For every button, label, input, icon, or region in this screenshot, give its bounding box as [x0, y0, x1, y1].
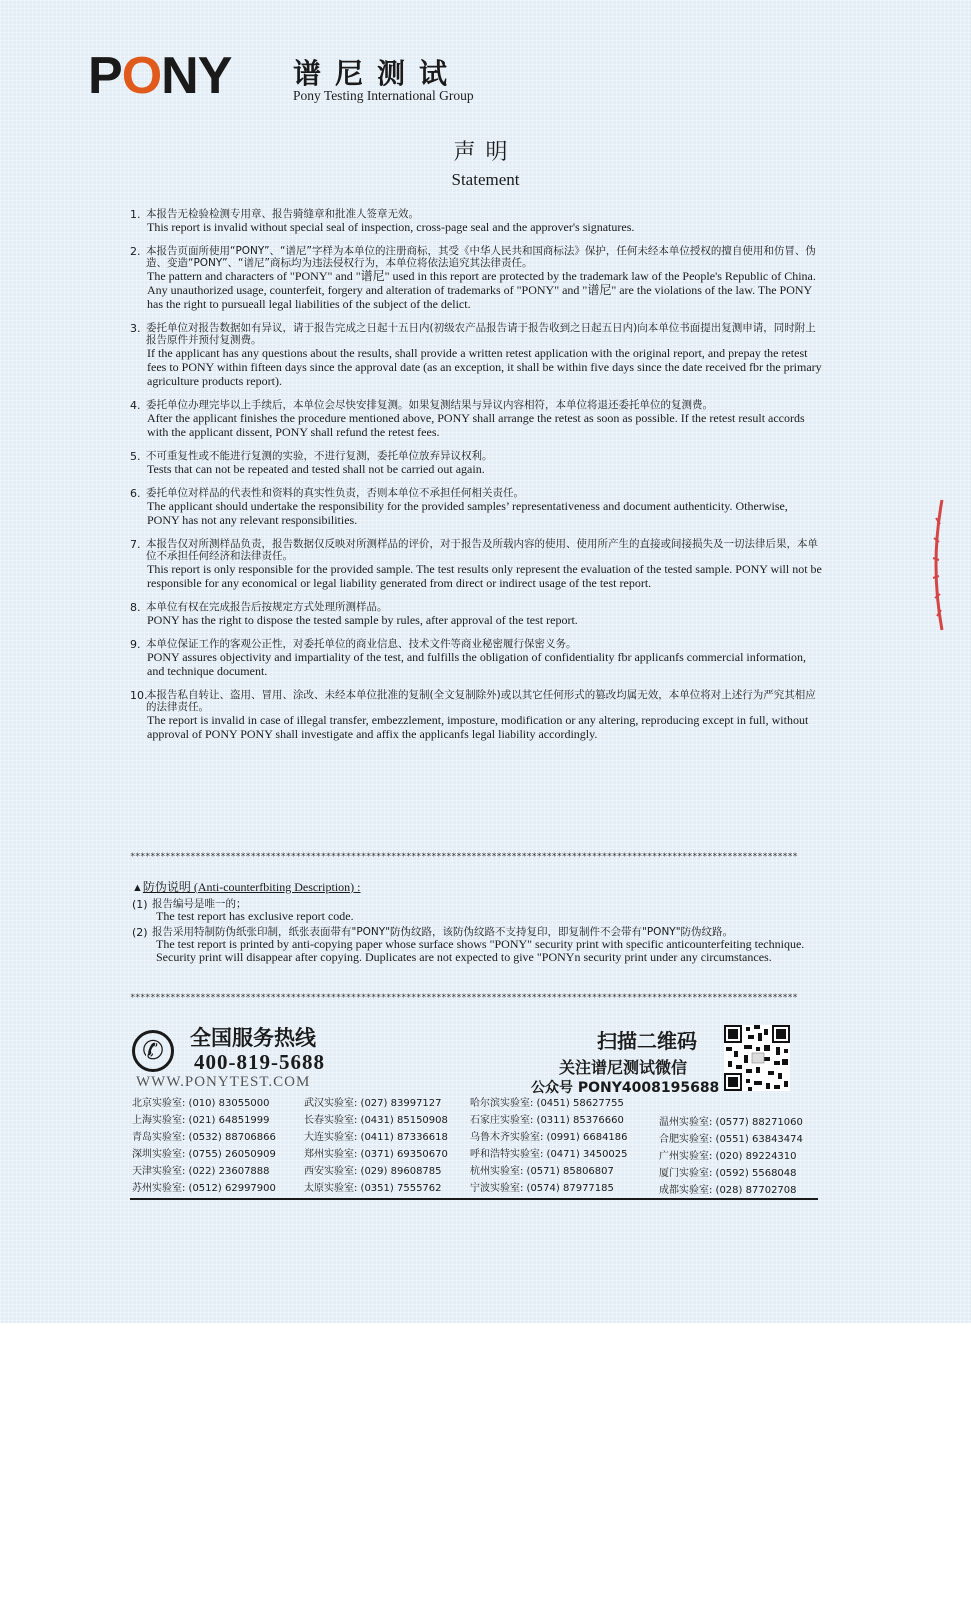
hotline-label: 全国服务热线	[190, 1026, 316, 1050]
lab-entry: 石家庄实验室: (0311) 85376660	[470, 1115, 624, 1126]
qr-code-icon	[724, 1025, 790, 1091]
title-cn: 声明	[453, 140, 518, 165]
lab-entry: 宁波实验室: (0574) 87977185	[470, 1183, 614, 1194]
lab-entry: 北京实验室: (010) 83055000	[132, 1098, 270, 1109]
seal-stamp-fragment	[926, 498, 944, 632]
lab-entry: 杭州实验室: (0571) 85806807	[470, 1166, 614, 1177]
statement-item: 2. 本报告页面所使用“PONY”、“谱尼”字样为本单位的注册商标，其受《中华人民共和国商标法》保护，任何未经本单位授权的擅自使用和仿冒、伪造、变造“PONY”、“谱尼”商标均为违法侵权行为，本单位将依法追究其法律责任。 The pattern and characters of "PONY" and "谱尼" used in this report are protected by the trademark law of the People's Republic of China. Any unauthorized usage, counterfeit, forgery and alteration of trademarks of "PONY" and "谱尼" are the violations of the law. The PONY has the right to pursueall legal liabilities of the subject of the delict.	[130, 245, 816, 311]
phone-handset-icon: ✆	[132, 1030, 174, 1072]
qr-account: 公众号 PONY4008195688	[531, 1080, 720, 1096]
statement-item: 10. 本报告私自转让、盗用、冒用、涂改、未经本单位批准的复制(全文复制除外)或以其它任何形式的篡改均属无效，本单位将对上述行为严究其相应的法律责任。 The report is invalid in case of illegal transfer, embezzlement, imposture, modification or any altering, reproducing except in full, without approval of PONY PONY shall investigate and affix the applicanfs legal liability accordingly.	[130, 689, 816, 741]
lab-entry: 呼和浩特实验室: (0471) 3450025	[470, 1149, 628, 1160]
lab-directory	[130, 1096, 818, 1200]
lab-entry: 深圳实验室: (0755) 26050909	[132, 1149, 276, 1160]
lab-entry: 郑州实验室: (0371) 69350670	[304, 1149, 448, 1160]
lab-entry: 青岛实验室: (0532) 88706866	[132, 1132, 276, 1143]
lab-entry: 武汉实验室: (027) 83997127	[304, 1098, 442, 1109]
statement-item: 7. 本报告仅对所测样品负责，报告数据仅反映对所测样品的评价，对于报告及所载内容的使用、使用所产生的直接或间接损失及一切法律后果，本单位不承担任何经济和法律责任。 This report is only responsible for the provided sample. The test results only represent the evaluation of the tested sample. PONY will not be responsible for any economical or legal liability generated from direct or indirect usage of the test report.	[130, 538, 822, 590]
separator-bottom: *************************************************************************************************************************************	[130, 993, 798, 1003]
statement-list	[132, 208, 822, 752]
statement-item: 1. 本报告无检验检测专用章、报告骑缝章和批准人签章无效。 This report is invalid without special seal of inspection, cross-page seal and the approver's signatures.	[130, 208, 635, 234]
hotline-number: 400-819-5688	[194, 1050, 325, 1074]
lab-entry: 乌鲁木齐实验室: (0991) 6684186	[470, 1132, 628, 1143]
statement-title	[0, 135, 971, 190]
lab-entry: 上海实验室: (021) 64851999	[132, 1115, 270, 1126]
title-en: Statement	[451, 170, 520, 189]
anti-counterfeit-item: (1) 报告编号是唯一的； The test report has exclusive report code.	[132, 898, 354, 923]
brand-name-cn: 谱尼测试	[293, 57, 462, 90]
lab-entry: 西安实验室: (029) 89608785	[304, 1166, 442, 1177]
lab-entry: 长春实验室: (0431) 85150908	[304, 1115, 448, 1126]
lab-entry: 厦门实验室: (0592) 5568048	[659, 1168, 797, 1179]
website-link[interactable]: WWW.PONYTEST.COM	[136, 1074, 311, 1090]
qr-title: 扫描二维码	[597, 1029, 697, 1053]
lab-entry: 哈尔滨实验室: (0451) 58627755	[470, 1098, 624, 1109]
lab-entry: 广州实验室: (020) 89224310	[659, 1151, 797, 1162]
lab-entry: 天津实验室: (022) 23607888	[132, 1166, 270, 1177]
brand-name-en: Pony Testing International Group	[293, 88, 474, 103]
statement-item: 4. 委托单位办理完毕以上手续后，本单位会尽快安排复测。如果复测结果与异议内容相符，本单位将退还委托单位的复测费。 After the applicant finishes the procedure mentioned above, PONY shall arrange the retest as soon as possible. If the retest result accords with the applicant dissent, PONY shall refund the retest fees.	[130, 399, 805, 439]
anti-counterfeit-heading: ▲防伪说明 (Anti-counterfbiting Description) :	[132, 880, 361, 894]
statement-item: 3. 委托单位对报告数据如有异议，请于报告完成之日起十五日内(初级农产品报告请于报告收到之日起五日内)向本单位书面提出复测申请，同时附上报告原件并预付复测费。 If the applicant has any questions about the results, shall provide a written retest application with the original report, and prepay the retest fees to PONY within fifteen days since the approval date (as an exception, it shall be within five days since the date received fbr the primary agriculture products report).	[130, 322, 822, 388]
statement-item: 5. 不可重复性或不能进行复测的实验，不进行复测，委托单位放弃异议权利。 Tests that can not be repeated and tested shall not be carried out again.	[130, 450, 493, 476]
statement-item: 9. 本单位保证工作的客观公正性，对委托单位的商业信息、技术文件等商业秘密履行保密义务。 PONY assures objectivity and impartiality of the test, and fulfills the obligation of confidentiality fbr applicanfs commercial information, and technique document.	[130, 638, 807, 678]
lab-entry: 苏州实验室: (0512) 62997900	[132, 1183, 276, 1194]
anti-counterfeit-item: (2) 报告采用特制防伪纸张印制，纸张表面带有"PONY"防伪纹路，该防伪纹路不支持复印，即复制件不会带有"PONY"防伪纹路。 The test report is printed by anti-copying paper whose surface shows "PONY" security print with specific anticounterfeiting technique. Security print will disappear after copying. Duplicates are not expected to give "PONYn security print under any circumstances.	[132, 926, 805, 964]
separator-top: *************************************************************************************************************************************	[130, 852, 798, 862]
pony-logo: PONY	[88, 47, 232, 105]
anti-counterfeit-section	[132, 878, 822, 964]
lab-entry: 合肥实验室: (0551) 63843474	[659, 1134, 803, 1145]
lab-entry: 太原实验室: (0351) 7555762	[304, 1183, 442, 1194]
lab-entry: 温州实验室: (0577) 88271060	[659, 1117, 803, 1128]
statement-item: 8. 本单位有权在完成报告后按规定方式处理所测样品。 PONY has the right to dispose the tested sample by rules, after approval of the test report.	[130, 601, 578, 627]
statement-item: 6. 委托单位对样品的代表性和资料的真实性负责，否则本单位不承担任何相关责任。 The applicant should undertake the responsibility for the provided samples’ representativeness and document authenticity. Otherwise, PONY has not any relevant responsibilities.	[130, 487, 788, 527]
lab-entry: 大连实验室: (0411) 87336618	[304, 1132, 448, 1143]
qr-subtitle: 关注谱尼测试微信	[559, 1058, 688, 1077]
triangle-icon: ▲	[132, 882, 143, 894]
lab-entry: 成都实验室: (028) 87702708	[659, 1185, 797, 1196]
